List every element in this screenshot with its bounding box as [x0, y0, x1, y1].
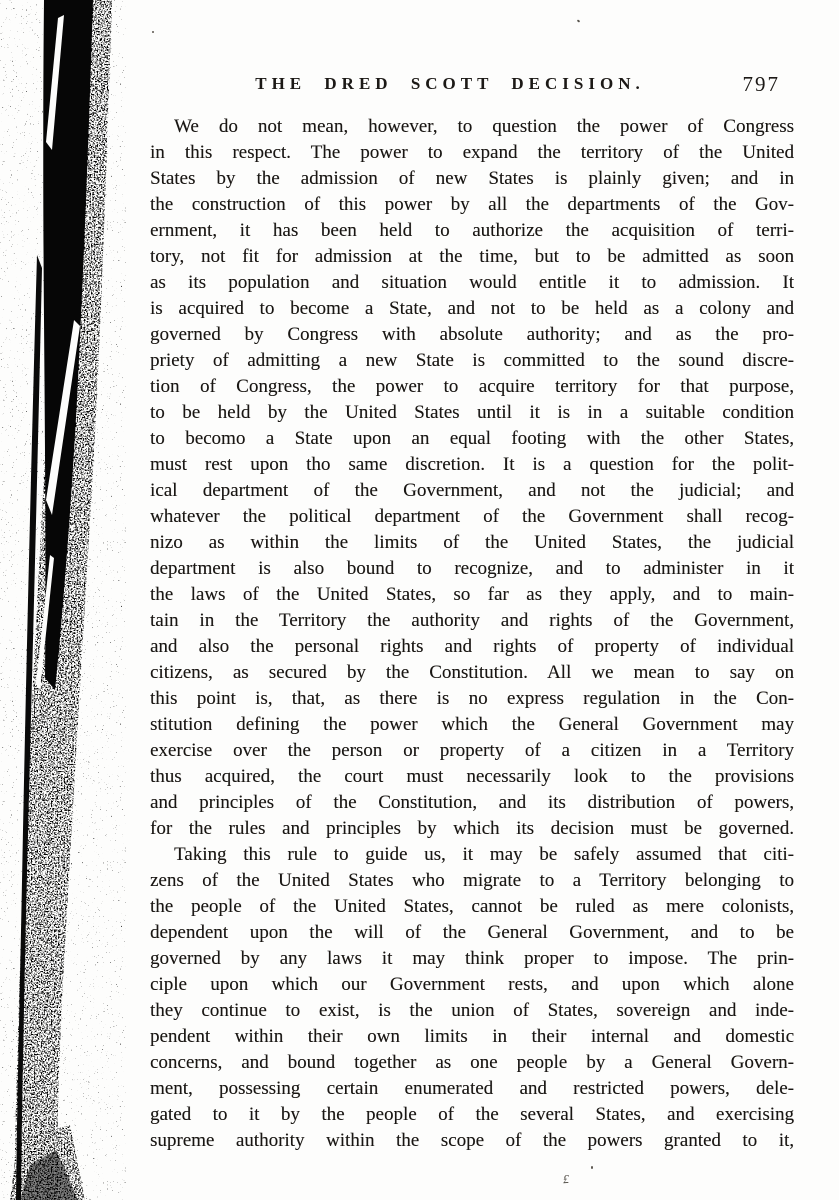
page-number: 797 [742, 72, 780, 96]
scan-binding-artifact [0, 0, 130, 1200]
text-line: in this respect. The power to expand the territory of the United [150, 142, 794, 163]
text-line: tory, not fit for admission at the time, but to be admitted as soon [150, 246, 794, 267]
text-line: exercise over the person or property of a citizen in a Territory [150, 740, 794, 761]
text-line: and principles of the Constitution, and its distribution of powers, [150, 792, 794, 813]
text-line: dependent upon the will of the General Government, and to be [150, 922, 794, 943]
text-line: tain in the Territory the authority and rights of the Government, [150, 610, 794, 631]
page-header [150, 74, 794, 100]
text-line: governed by Congress with absolute authority; and as the pro- [150, 324, 794, 345]
text-line: to becomo a State upon an equal footing with the other States, [150, 428, 794, 449]
text-line: must rest upon tho same discretion. It is a question for the polit- [150, 454, 794, 475]
text-line: and also the personal rights and rights of property of individual [150, 636, 794, 657]
text-line: gated to it by the people of the several States, and exercising [150, 1104, 794, 1125]
text-line: States by the admission of new States is plainly given; and in [150, 168, 794, 189]
text-line: ciple upon which our Government rests, and upon which alone [150, 974, 794, 995]
text-line: to be held by the United States until it is in a suitable condition [150, 402, 794, 423]
text-line: governed by any laws it may think proper to impose. The prin- [150, 948, 794, 969]
scan-speck [577, 19, 581, 22]
text-line: pendent within their own limits in their internal and domestic [150, 1026, 794, 1047]
text-line: department is also bound to recognize, and to administer in it [150, 558, 794, 579]
paragraph [150, 842, 794, 1154]
text-line: they continue to exist, is the union of States, sovereign and inde- [150, 1000, 794, 1021]
text-line: the laws of the United States, so far as they apply, and to main- [150, 584, 794, 605]
text-line: We do not mean, however, to question the power of Congress [174, 116, 794, 137]
text-line: ment, possessing certain enumerated and restricted powers, dele- [150, 1078, 794, 1099]
text-line: stitution defining the power which the General Government may [150, 714, 794, 735]
body-text [150, 114, 794, 1154]
running-title: THE DRED SCOTT DECISION. [255, 74, 645, 93]
text-line: as its population and situation would entitle it to admission. It [150, 272, 794, 293]
text-line: ical department of the Government, and not the judicial; and [150, 480, 794, 501]
paragraph [150, 114, 794, 842]
text-line: this point is, that, as there is no express regulation in the Con- [150, 688, 794, 709]
text-line: zens of the United States who migrate to a Territory belonging to [150, 870, 794, 891]
text-line: tion of Congress, the power to acquire territory for that purpose, [150, 376, 794, 397]
text-line: ernment, it has been held to authorize the acquisition of terri- [150, 220, 794, 241]
text-line: is acquired to become a State, and not to be held as a colony and [150, 298, 794, 319]
text-line: concerns, and bound together as one people by a General Govern- [150, 1052, 794, 1073]
scan-speck [152, 31, 154, 33]
scan-speck [591, 1166, 593, 1169]
text-line: Taking this rule to guide us, it may be safely assumed that citi- [174, 844, 794, 865]
signature-mark: £ [562, 1171, 570, 1187]
text-line: supreme authority within the scope of the powers granted to it, [150, 1130, 794, 1151]
text-line: for the rules and principles by which its decision must be governed. [150, 818, 794, 839]
text-line: the people of the United States, cannot be ruled as mere colonists, [150, 896, 794, 917]
text-line: priety of admitting a new State is committed to the sound discre- [150, 350, 794, 371]
text-line: thus acquired, the court must necessarily look to the provisions [150, 766, 794, 787]
text-line: whatever the political department of the Government shall recog- [150, 506, 794, 527]
text-line: the construction of this power by all the departments of the Gov- [150, 194, 794, 215]
text-line: citizens, as secured by the Constitution. All we mean to say on [150, 662, 794, 683]
text-line: nizo as within the limits of the United States, the judicial [150, 532, 794, 553]
